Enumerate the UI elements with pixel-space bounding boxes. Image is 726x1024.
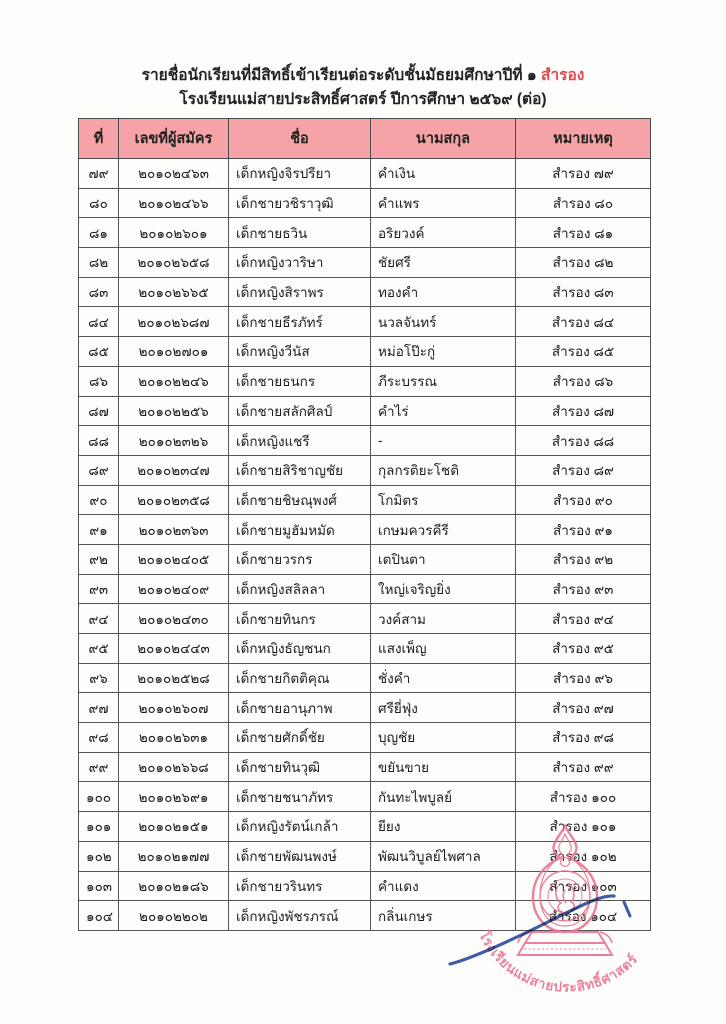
row-number-cell: ๙๓ [79, 574, 119, 604]
applicant-number-cell: ๒๐๑๐๒๒๐๒ [119, 901, 229, 931]
first-name-cell: เด็กชายทินวุฒิ [229, 752, 371, 782]
applicant-number-cell: ๒๐๑๐๒๒๕๖ [119, 396, 229, 426]
remark-cell: สำรอง ๘๒ [516, 248, 651, 278]
last-name-cell: เตปินตา [371, 544, 516, 574]
first-name-cell: เด็กหญิงจิรปรียา [229, 159, 371, 189]
last-name-cell: คำเงิน [371, 159, 516, 189]
remark-cell: สำรอง ๙๐ [516, 485, 651, 515]
last-name-cell: ชั่งคำ [371, 663, 516, 693]
last-name-cell: ยียง [371, 812, 516, 842]
first-name-cell: เด็กหญิงวาริษา [229, 248, 371, 278]
applicant-number-cell: ๒๐๑๐๒๓๔๗ [119, 455, 229, 485]
last-name-cell: วงค์สาม [371, 604, 516, 634]
first-name-cell: เด็กหญิงรัตน์เกล้า [229, 812, 371, 842]
applicant-number-cell: ๒๐๑๐๒๖๓๑ [119, 723, 229, 753]
first-name-cell: เด็กหญิงพัชรภรณ์ [229, 901, 371, 931]
remark-cell: สำรอง ๘๐ [516, 188, 651, 218]
table-row [79, 574, 651, 604]
first-name-cell: เด็กชายสิริชาญชัย [229, 455, 371, 485]
page-title [0, 64, 726, 88]
first-name-cell: เด็กหญิงธัญชนก [229, 634, 371, 664]
table-row [79, 426, 651, 456]
remark-cell: สำรอง ๘๑ [516, 218, 651, 248]
remark-cell: สำรอง ๘๖ [516, 366, 651, 396]
first-name-cell: เด็กชายอานุภาพ [229, 693, 371, 723]
remark-cell: สำรอง ๗๙ [516, 159, 651, 189]
first-name-cell: เด็กชายชนาภัทร [229, 782, 371, 812]
last-name-cell: คำไร่ [371, 396, 516, 426]
remark-cell: สำรอง ๙๓ [516, 574, 651, 604]
row-number-cell: ๗๙ [79, 159, 119, 189]
row-number-cell: ๘๑ [79, 218, 119, 248]
remark-cell: สำรอง ๙๕ [516, 634, 651, 664]
remark-cell: สำรอง ๑๐๒ [516, 841, 651, 871]
title-block [0, 64, 726, 112]
first-name-cell: เด็กชายชิษณุพงศ์ [229, 485, 371, 515]
applicant-number-cell: ๒๐๑๐๒๔๖๓ [119, 159, 229, 189]
last-name-cell: - [371, 426, 516, 456]
table-row [79, 159, 651, 189]
remark-cell: สำรอง ๘๔ [516, 307, 651, 337]
table-row [79, 248, 651, 278]
table-header-row [79, 119, 651, 159]
row-number-cell: ๙๕ [79, 634, 119, 664]
applicant-number-cell: ๒๐๑๐๒๒๔๖ [119, 366, 229, 396]
applicant-number-cell: ๒๐๑๐๒๓๖๓ [119, 515, 229, 545]
remark-cell: สำรอง ๙๖ [516, 663, 651, 693]
table-row [79, 218, 651, 248]
row-number-cell: ๙๐ [79, 485, 119, 515]
applicant-number-cell: ๒๐๑๐๒๖๐๑ [119, 218, 229, 248]
first-name-cell: เด็กชายกิตติคุณ [229, 663, 371, 693]
applicant-number-cell: ๒๐๑๐๒๖๙๑ [119, 782, 229, 812]
last-name-cell: ศรียี่ฟุ่ง [371, 693, 516, 723]
applicant-number-cell: ๒๐๑๐๒๗๐๑ [119, 337, 229, 367]
first-name-cell: เด็กชายศักดิ์ชัย [229, 723, 371, 753]
remark-cell: สำรอง ๙๘ [516, 723, 651, 753]
applicant-number-cell: ๒๐๑๐๒๑๘๖ [119, 871, 229, 901]
table-row [79, 634, 651, 664]
remark-cell: สำรอง ๘๗ [516, 396, 651, 426]
remark-cell: สำรอง ๘๕ [516, 337, 651, 367]
last-name-cell: เกษมควรคีรี [371, 515, 516, 545]
first-name-cell: เด็กชายทินกร [229, 604, 371, 634]
row-number-cell: ๘๕ [79, 337, 119, 367]
first-name-cell: เด็กหญิงสิราพร [229, 277, 371, 307]
row-number-cell: ๘๗ [79, 396, 119, 426]
last-name-cell: ชัยศรี [371, 248, 516, 278]
applicant-number-cell: ๒๐๑๐๒๖๖๘ [119, 752, 229, 782]
last-name-cell: กุลกรติยะโชติ [371, 455, 516, 485]
table-body [79, 159, 651, 931]
table-row [79, 366, 651, 396]
remark-cell: สำรอง ๑๐๔ [516, 901, 651, 931]
first-name-cell: เด็กชายสลักศิลป์ [229, 396, 371, 426]
first-name-cell: เด็กหญิงวีนัส [229, 337, 371, 367]
last-name-cell: พัฒนวิบูลย์ไพศาล [371, 841, 516, 871]
table-row [79, 455, 651, 485]
first-name-cell: เด็กชายวรกร [229, 544, 371, 574]
first-name-cell: เด็กหญิงสลิลลา [229, 574, 371, 604]
svg-text:โรงเรียนแม่สายประสิทธิ์ศาสตร์ [476, 927, 641, 995]
table-row [79, 901, 651, 931]
last-name-cell: ภีระบรรณ [371, 366, 516, 396]
remark-cell: สำรอง ๙๔ [516, 604, 651, 634]
row-number-cell: ๑๐๒ [79, 841, 119, 871]
row-number-cell: ๙๑ [79, 515, 119, 545]
row-number-cell: ๑๐๑ [79, 812, 119, 842]
page-subtitle: โรงเรียนแม่สายประสิทธิ์ศาสตร์ ปีการศึกษา ๒๕๖๙ (ต่อ) [179, 91, 547, 109]
row-number-cell: ๙๔ [79, 604, 119, 634]
row-number-cell: ๘๒ [79, 248, 119, 278]
table-row [79, 871, 651, 901]
table-row [79, 782, 651, 812]
last-name-cell: หม่อโป๊ะกู่ [371, 337, 516, 367]
row-number-cell: ๘๓ [79, 277, 119, 307]
header-remark: หมายเหตุ [516, 119, 651, 159]
last-name-cell: บุญชัย [371, 723, 516, 753]
last-name-cell: แสงเพ็ญ [371, 634, 516, 664]
row-number-cell: ๘๖ [79, 366, 119, 396]
last-name-cell: โกมิตร [371, 485, 516, 515]
stamp-school-name: โรงเรียนแม่สายประสิทธิ์ศาสตร์ [475, 928, 641, 995]
remark-cell: สำรอง ๙๒ [516, 544, 651, 574]
header-first-name: ชื่อ [229, 119, 371, 159]
last-name-cell: ขยันขาย [371, 752, 516, 782]
last-name-cell: กันทะไพบูลย์ [371, 782, 516, 812]
page-title-highlight: สำรอง [541, 67, 585, 84]
first-name-cell: เด็กชายธนกร [229, 366, 371, 396]
table-row [79, 604, 651, 634]
remark-cell: สำรอง ๑๐๑ [516, 812, 651, 842]
applicant-number-cell: ๒๐๑๐๒๖๖๕ [119, 277, 229, 307]
table-row [79, 841, 651, 871]
applicant-number-cell: ๒๐๑๐๒๔๓๐ [119, 604, 229, 634]
applicant-number-cell: ๒๐๑๐๒๔๐๙ [119, 574, 229, 604]
header-last-name: นามสกุล [371, 119, 516, 159]
row-number-cell: ๘๙ [79, 455, 119, 485]
row-number-cell: ๙๘ [79, 723, 119, 753]
table-row [79, 693, 651, 723]
first-name-cell: เด็กชายวชิราวุฒิ [229, 188, 371, 218]
last-name-cell: ใหญ่เจริญยิ่ง [371, 574, 516, 604]
remark-cell: สำรอง ๑๐๓ [516, 871, 651, 901]
remark-cell: สำรอง ๙๑ [516, 515, 651, 545]
applicant-number-cell: ๒๐๑๐๒๔๖๖ [119, 188, 229, 218]
row-number-cell: ๑๐๐ [79, 782, 119, 812]
remark-cell: สำรอง ๘๙ [516, 455, 651, 485]
applicant-number-cell: ๒๐๑๐๒๕๒๘ [119, 663, 229, 693]
remark-cell: สำรอง ๙๗ [516, 693, 651, 723]
table-row [79, 307, 651, 337]
table-row [79, 188, 651, 218]
last-name-cell: คำแพร [371, 188, 516, 218]
student-table [78, 118, 651, 931]
remark-cell: สำรอง ๙๙ [516, 752, 651, 782]
first-name-cell: เด็กหญิงแชรี [229, 426, 371, 456]
applicant-number-cell: ๒๐๑๐๒๑๗๗ [119, 841, 229, 871]
remark-cell: สำรอง ๘๘ [516, 426, 651, 456]
applicant-number-cell: ๒๐๑๐๒๖๕๘ [119, 248, 229, 278]
last-name-cell: ทองคำ [371, 277, 516, 307]
first-name-cell: เด็กชายธีรภัทร์ [229, 307, 371, 337]
last-name-cell: อริยวงค์ [371, 218, 516, 248]
row-number-cell: ๙๖ [79, 663, 119, 693]
header-applicant-number: เลขที่ผู้สมัคร [119, 119, 229, 159]
applicant-number-cell: ๒๐๑๐๒๓๒๖ [119, 426, 229, 456]
applicant-number-cell: ๒๐๑๐๒๔๔๓ [119, 634, 229, 664]
header-no: ที่ [79, 119, 119, 159]
last-name-cell: คำแดง [371, 871, 516, 901]
remark-cell: สำรอง ๘๓ [516, 277, 651, 307]
table-row [79, 752, 651, 782]
row-number-cell: ๑๐๓ [79, 871, 119, 901]
first-name-cell: เด็กชายวรินทร [229, 871, 371, 901]
row-number-cell: ๘๐ [79, 188, 119, 218]
applicant-number-cell: ๒๐๑๐๒๖๘๗ [119, 307, 229, 337]
first-name-cell: เด็กชายธวิน [229, 218, 371, 248]
table-row [79, 544, 651, 574]
table-row [79, 277, 651, 307]
applicant-number-cell: ๒๐๑๐๒๑๕๑ [119, 812, 229, 842]
table-row [79, 515, 651, 545]
applicant-number-cell: ๒๐๑๐๒๖๐๗ [119, 693, 229, 723]
row-number-cell: ๘๘ [79, 426, 119, 456]
first-name-cell: เด็กชายพัฒนพงษ์ [229, 841, 371, 871]
first-name-cell: เด็กชายมูฮัมหมัด [229, 515, 371, 545]
last-name-cell: กลิ่นเกษร [371, 901, 516, 931]
table-row [79, 337, 651, 367]
remark-cell: สำรอง ๑๐๐ [516, 782, 651, 812]
row-number-cell: ๙๒ [79, 544, 119, 574]
table-row [79, 485, 651, 515]
applicant-number-cell: ๒๐๑๐๒๓๕๘ [119, 485, 229, 515]
last-name-cell: นวลจันทร์ [371, 307, 516, 337]
table-row [79, 663, 651, 693]
row-number-cell: ๘๔ [79, 307, 119, 337]
page-title-text: รายชื่อนักเรียนที่มีสิทธิ์เข้าเรียนต่อระดับชั้นมัธยมศึกษาปีที่ ๑ [141, 67, 537, 84]
table-row [79, 812, 651, 842]
table-row [79, 396, 651, 426]
table-row [79, 723, 651, 753]
row-number-cell: ๑๐๔ [79, 901, 119, 931]
row-number-cell: ๙๗ [79, 693, 119, 723]
applicant-number-cell: ๒๐๑๐๒๔๐๕ [119, 544, 229, 574]
row-number-cell: ๙๙ [79, 752, 119, 782]
